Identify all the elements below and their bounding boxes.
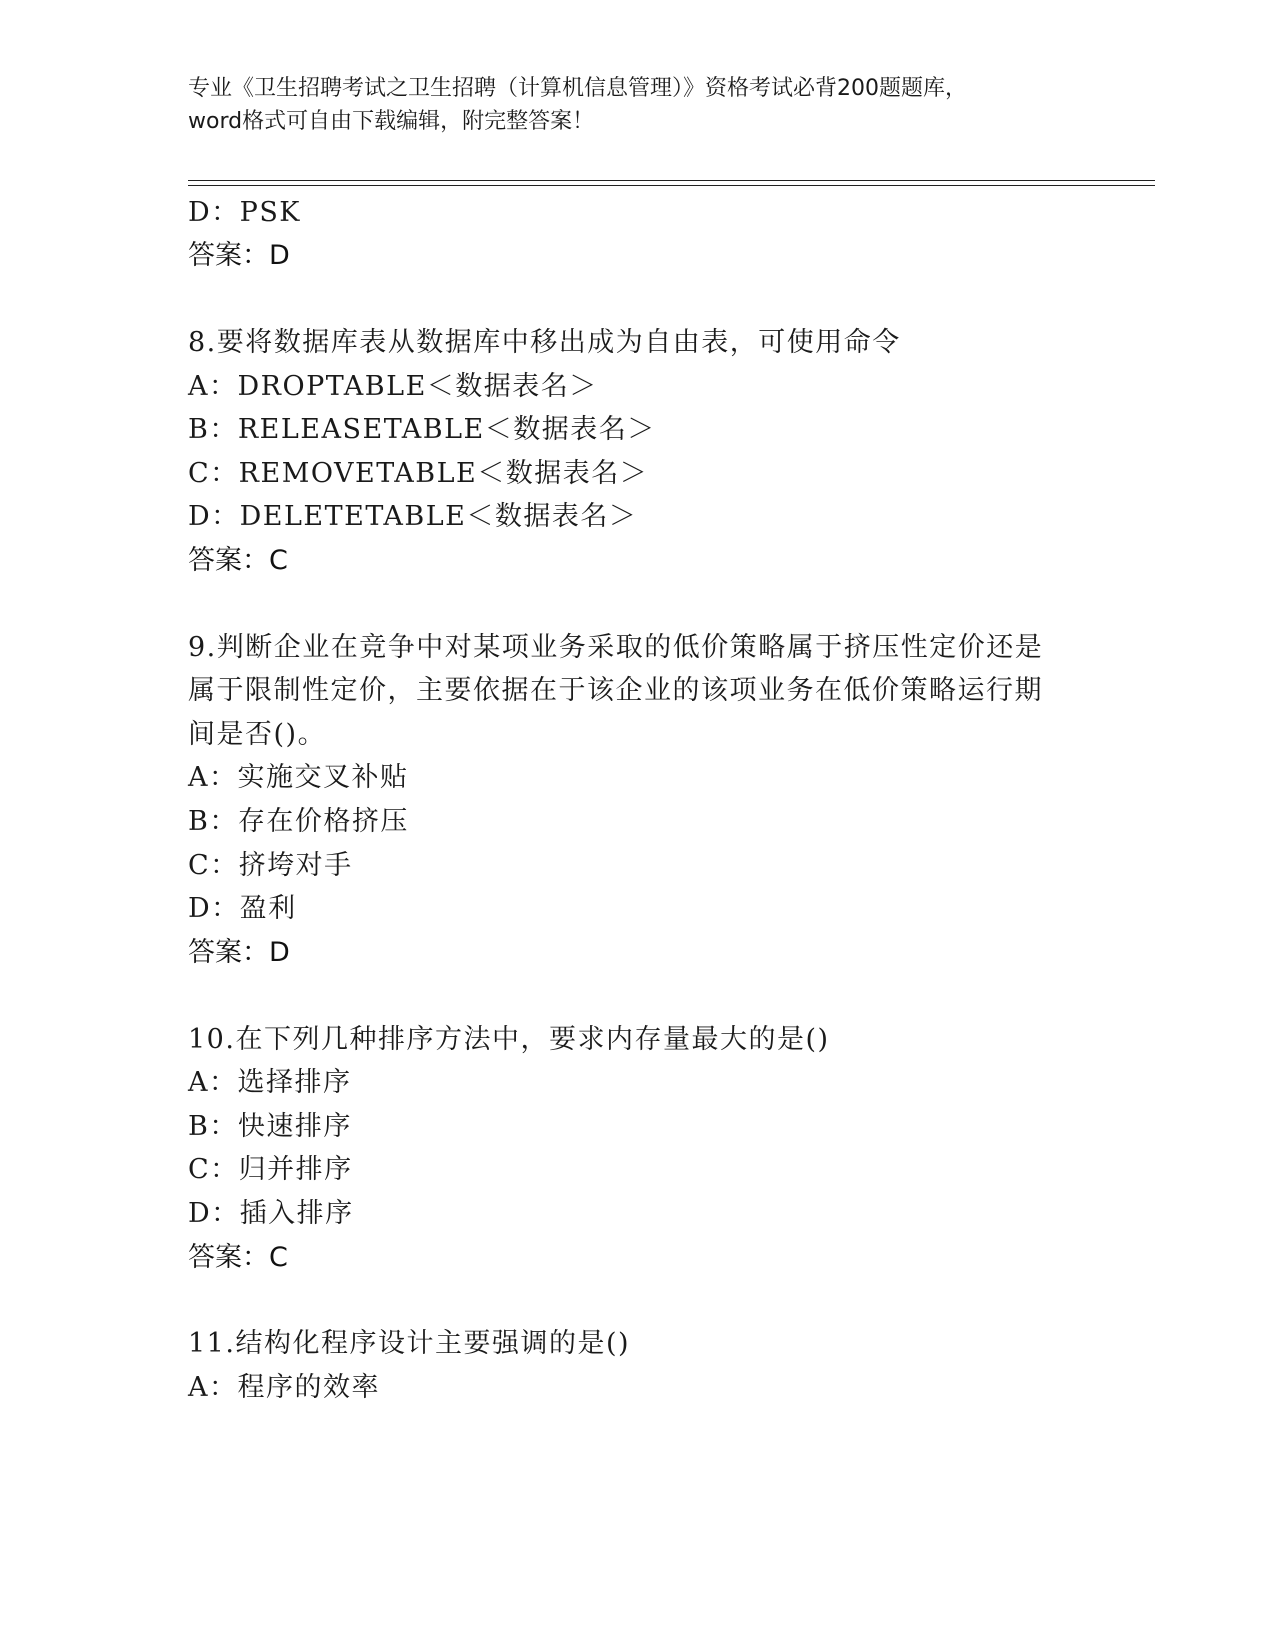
- header-rule-top: [188, 180, 1155, 181]
- q8-option-c: C：REMOVETABLE＜数据表名＞: [188, 458, 649, 489]
- q11-stem: 11.结构化程序设计主要强调的是(): [188, 1328, 631, 1359]
- q8-option-b: B：RELEASETABLE＜数据表名＞: [188, 414, 656, 445]
- q10-option-a: A：选择排序: [188, 1067, 352, 1098]
- header-line-2: word格式可自由下载编辑，附完整答案！: [188, 109, 595, 134]
- q9-answer: 答案：D: [188, 937, 290, 968]
- q11-option-a: A：程序的效率: [188, 1372, 380, 1403]
- prev-answer: 答案：D: [188, 240, 290, 271]
- q10-answer: 答案：C: [188, 1242, 288, 1273]
- prev-option-d: D：PSK: [188, 197, 301, 228]
- q8-answer: 答案：C: [188, 545, 288, 576]
- q9-option-d: D：盈利: [188, 893, 297, 924]
- q8-option-d: D：DELETETABLE＜数据表名＞: [188, 501, 638, 532]
- q10-stem: 10.在下列几种排序方法中，要求内存量最大的是(): [188, 1024, 830, 1055]
- q9-stem-line-2: 属于限制性定价，主要依据在于该企业的该项业务在低价策略运行期: [188, 675, 1043, 706]
- q10-option-c: C：归并排序: [188, 1154, 353, 1185]
- q9-option-a: A：实施交叉补贴: [188, 762, 409, 793]
- q8-stem: 8.要将数据库表从数据库中移出成为自由表，可使用命令: [188, 327, 901, 358]
- document-header: [188, 72, 1088, 138]
- q8-option-a: A：DROPTABLE＜数据表名＞: [188, 371, 598, 402]
- header-line-1: 专业《卫生招聘考试之卫生招聘（计算机信息管理）》资格考试必背200题题库，: [188, 76, 967, 101]
- q9-stem-line-3: 间是否()。: [188, 719, 327, 750]
- q9-option-b: B：存在价格挤压: [188, 806, 409, 837]
- q9-option-c: C：挤垮对手: [188, 850, 353, 881]
- q9-stem-line-1: 9.判断企业在竞争中对某项业务采取的低价策略属于挤压性定价还是: [188, 632, 1044, 663]
- q10-option-d: D：插入排序: [188, 1198, 354, 1229]
- q10-option-b: B：快速排序: [188, 1111, 352, 1142]
- header-rule-bottom: [188, 185, 1155, 186]
